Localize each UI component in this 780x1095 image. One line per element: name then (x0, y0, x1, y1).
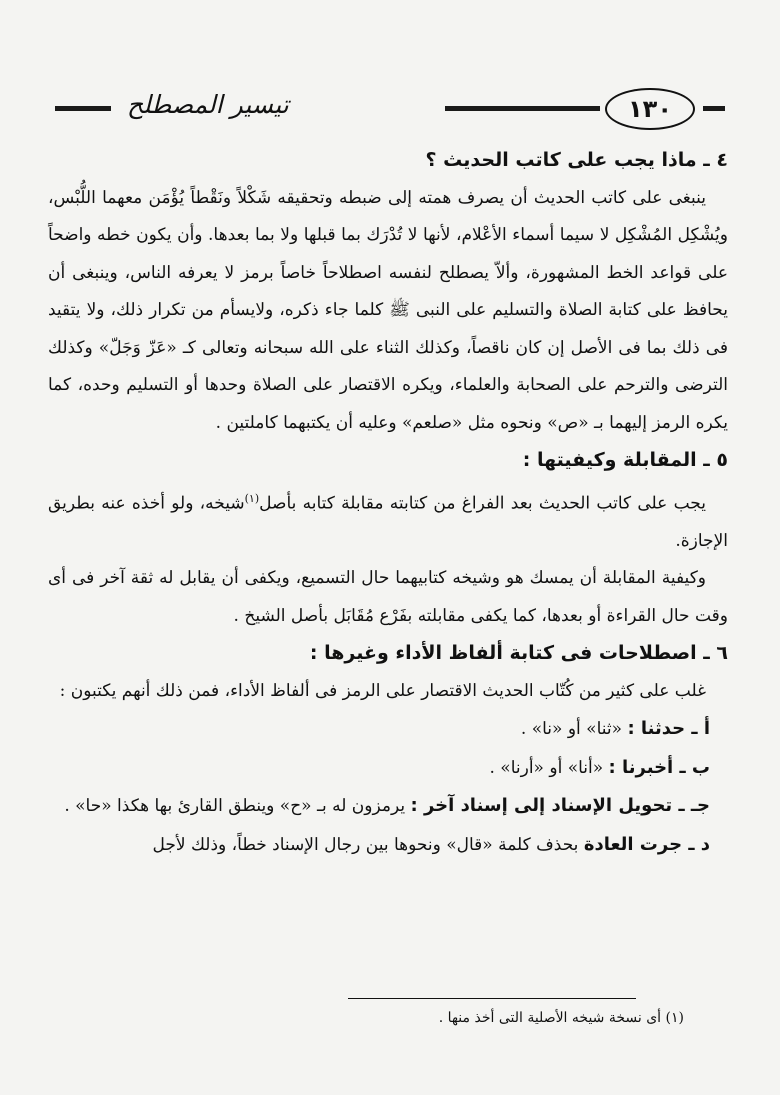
running-title: تيسير المصطلح (127, 90, 289, 119)
section-5-paragraph-1-tail: شيخه، ولو أخذه عنه بطريق الإجازة. (48, 493, 728, 551)
list-item-lead: ب ـ أخبرنا : (608, 756, 710, 778)
header-rule-left (55, 106, 111, 111)
list-item-text: يرمزون له بـ «ح» وينطق القارئ بها هكذا «حا» . (64, 796, 406, 817)
list-item-text: بحذف كلمة «قال» ونحوها بين رجال الإسناد خطاً، وذلك لأجل (152, 834, 579, 855)
footnote-divider (348, 998, 636, 999)
section-heading-6: ٦ ـ اصطلاحات فى كتابة ألفاظ الأداء وغيرها : (309, 642, 728, 665)
list-item (48, 710, 728, 749)
page-header (55, 86, 725, 132)
section-4-paragraph: ينبغى على كاتب الحديث أن يصرف همته إلى ضبطه وتحقيقه شَكْلاً ونَقْطاً يُؤْمَن معهما اللُّبْس، ويُشْكِل المُشْكِل لا سيما أسماء الأعْلام، لأنها لا تُدْرَك بما قبلها ولا بما بعدها. وأن يكون خطه واضحاً على قواعد الخط المشهورة، وألاّ يصطلح لنفسه اصطلاحاً خاصاً برمز لا يعرفه الناس، وينبغى أن يحافظ على كتابة الصلاة والتسليم على النبى ﷺ كلما جاء ذكره، ولايسأم من تكرار ذلك، ولا يتقيد فى ذلك بما فى الأصل إن كان ناقصاً، وكذلك الثناء على الله سبحانه وتعالى كـ «عَزّ وَجَلّ» وكذلك الترضى والترحم على الصحابة والعلماء، ويكره الاقتصار على الصلاة وحدها أو التسليم وحده، كما يكره الرمز إليهما بـ «ص» ونحوه مثل «صلعم» وعليه أن يكتبهما كاملتين . (48, 187, 728, 433)
section-5-paragraph-1 (48, 480, 728, 561)
list-item (48, 787, 728, 826)
list-item (48, 749, 728, 788)
section-5-paragraph-2: وكيفية المقابلة أن يمسك هو وشيخه كتابيهما حال التسميع، ويكفى أن يقابل له ثقة آخر فى أى وقت حال القراءة أو بعدها، كما يكفى مقابلته بفَرْع مُقَابَل بأصل الشيخ . (48, 568, 728, 626)
page-number: ١٣٠ (605, 88, 695, 130)
list-item-text: «ثنا» أو «نا» . (520, 719, 623, 740)
section-heading-5: ٥ ـ المقابلة وكيفيتها : (522, 449, 728, 471)
list-item-lead: د ـ جرت العادة (583, 833, 710, 855)
header-rule-middle (445, 106, 600, 111)
footnote: (١) أى نسخة شيخه الأصلية التى أخذ منها . (438, 1010, 684, 1026)
footnote-marker: (١) (244, 491, 260, 505)
list-item-lead: جـ ـ تحويل الإسناد إلى إسناد آخر : (410, 795, 710, 817)
list-item (48, 826, 728, 865)
page-body (48, 142, 728, 864)
header-rule-right (703, 106, 725, 111)
list-item-text: «أنا» أو «أرنا» . (489, 757, 604, 778)
section-5-paragraph-1-text: يجب على كاتب الحديث بعد الفراغ من كتابته مقابلة كتابه بأصل (259, 493, 706, 514)
section-6-intro: غلب على كثير من كُتّاب الحديث الاقتصار على الرمز فى ألفاظ الأداء، فمن ذلك أنهم يكتبون : (59, 680, 706, 701)
list-item-lead: أ ـ حدثنا : (627, 718, 710, 740)
section-heading-4: ٤ ـ ماذا يجب على كاتب الحديث ؟ (425, 149, 728, 171)
